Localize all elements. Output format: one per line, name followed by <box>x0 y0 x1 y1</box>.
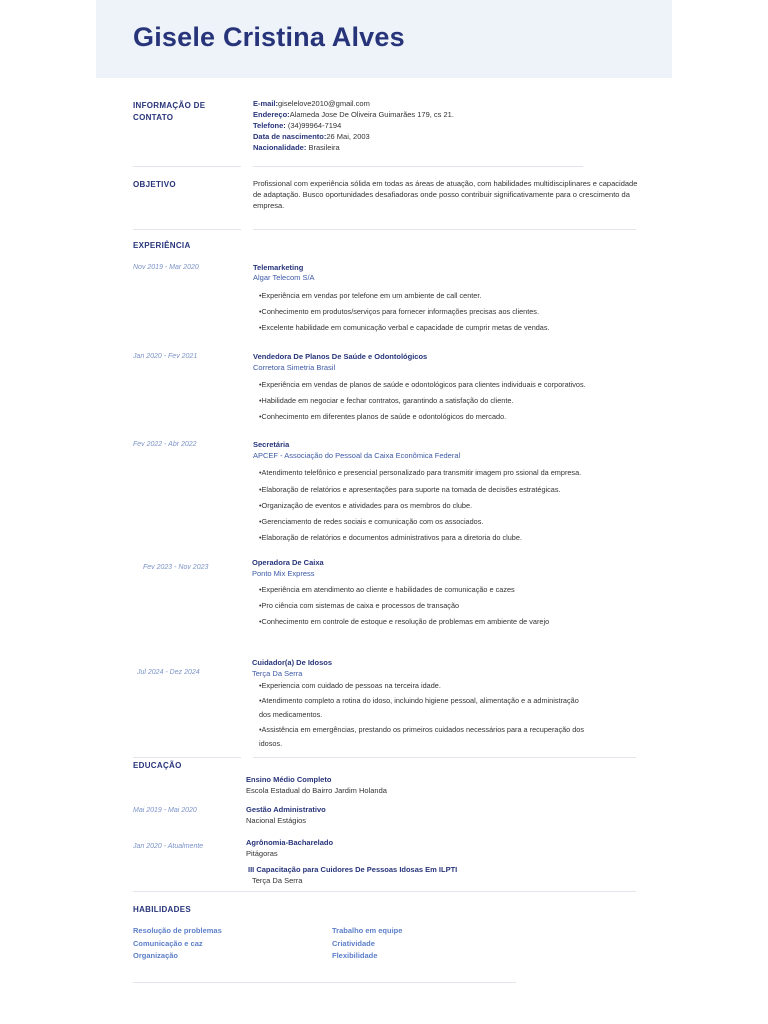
divider <box>133 166 241 167</box>
contact-birth-row <box>253 131 454 142</box>
job-company: Corretora Simetria Brasil <box>253 363 336 372</box>
job-company: APCEF - Associação do Pessoal da Caixa Econômica Federal <box>253 451 461 460</box>
job-bullet: •Conhecimento em diferentes planos de saúde e odontológicos do mercado. <box>259 412 507 421</box>
divider <box>133 982 516 983</box>
job-date: Fev 2022 - Abr 2022 <box>133 441 197 448</box>
education-title: Agrônomia-Bacharelado <box>246 838 334 847</box>
job-bullet: •Experiência em vendas por telefone em um ambiente de call center. <box>259 291 482 300</box>
candidate-name: Gisele Cristina Alves <box>133 22 405 52</box>
experience-section-title: EXPERIÊNCIA <box>133 241 191 250</box>
skills-right-column <box>332 925 402 963</box>
contact-details <box>253 98 454 153</box>
birth-label: Data de nascimento: <box>253 132 327 141</box>
job-bullet: •Conhecimento em produtos/serviços para fornecer informações precisas aos clientes. <box>259 307 539 316</box>
job-bullet: •Experiência em vendas de planos de saúde e odontológicos para clientes individuais e corporativos. <box>259 380 586 389</box>
nationality-value: Brasileira <box>308 143 340 152</box>
job-date: Jan 2020 - Fev 2021 <box>133 353 198 360</box>
education-institution: Nacional Estágios <box>246 816 307 825</box>
education-date: Mai 2019 - Mai 2020 <box>133 807 197 814</box>
divider <box>133 229 241 230</box>
job-bullet: •Atendimento completo a rotina do idoso, incluindo higiene pessoal, alimentação e a administração dos medicamentos. <box>259 696 579 719</box>
job-title: Cuidador(a) De Idosos <box>252 658 333 667</box>
skill-item: Resolução de problemas <box>133 926 222 935</box>
job-date: Jul 2024 - Dez 2024 <box>137 669 200 676</box>
education-title: III Capacitação para Cuidores De Pessoas Idosas Em ILPTI <box>248 865 458 874</box>
education-date: Jan 2020 - Atualmente <box>133 843 204 850</box>
job-bullet: •Atendimento telefônico e presencial personalizado para transmitir imagem pro ssional da empresa. <box>259 468 582 477</box>
job-bullet: •Assistência em emergências, prestando os primeiros cuidados necessários para a recuperação dos idosos. <box>259 725 585 748</box>
education-title: Ensino Médio Completo <box>246 775 332 784</box>
skill-item: Criatividade <box>332 938 375 948</box>
skills-left-column <box>133 925 222 963</box>
job-bullet: •Gerenciamento de redes sociais e comunicação com os associados. <box>259 517 484 526</box>
divider <box>253 229 636 230</box>
contact-section-title <box>133 100 205 124</box>
contact-nationality-row <box>253 142 454 153</box>
job-title: Telemarketing <box>253 263 304 272</box>
job-title: Secretária <box>253 440 290 449</box>
birth-value: 26 Mai, 2003 <box>326 132 370 141</box>
skill-item: Organização <box>133 951 179 960</box>
job-date: Fev 2023 - Nov 2023 <box>143 564 209 571</box>
divider <box>133 757 241 758</box>
job-bullet: •Experiência em atendimento ao cliente e habilidades de comunicação e cazes <box>259 585 515 594</box>
address-value: Alameda Jose De Oliveira Guimarães 179, cs 21. <box>289 110 454 119</box>
job-company: Ponto Mix Express <box>252 569 315 578</box>
job-bullet: •Elaboração de relatórios e documentos administrativos para a diretoria do clube. <box>259 533 522 542</box>
nationality-label: Nacionalidade: <box>253 143 307 152</box>
phone-value: (34)99964-7194 <box>287 121 342 130</box>
objective-text: Profissional com experiência sólida em todas as áreas de atuação, com habilidades multidisciplinares e capacidade de adaptação. Busco oportunidades desafiadoras onde posso contribuir significativamente para o crescimento da empresa. <box>253 179 638 210</box>
job-bullet: •Organização de eventos e atividades para os membros do clube. <box>259 501 473 510</box>
contact-title-line2: CONTATO <box>133 113 174 122</box>
job-bullet: •Conhecimento em controle de estoque e resolução de problemas em ambiente de varejo <box>259 617 550 626</box>
job-bullet: •Habilidade em negociar e fechar contratos, garantindo a satisfação do cliente. <box>259 396 514 405</box>
education-title: Gestão Administrativo <box>246 805 326 814</box>
job-bullet: •Pro ciência com sistemas de caixa e processos de transação <box>259 601 460 610</box>
contact-phone-row <box>253 120 454 131</box>
job-company: Algar Telecom S/A <box>253 273 315 282</box>
job-title: Vendedora De Planos De Saúde e Odontológicos <box>253 352 428 361</box>
divider <box>133 891 636 892</box>
email-label: E-mail: <box>253 99 279 108</box>
job-date: Nov 2019 - Mar 2020 <box>133 264 199 271</box>
phone-label: Telefone: <box>253 121 286 130</box>
address-label: Endereço: <box>253 110 290 119</box>
job-bullet: •Experiencia com cuidado de pessoas na terceira idade. <box>259 681 441 690</box>
skill-item: Trabalho em equipe <box>332 926 403 935</box>
skill-item: Flexibilidade <box>332 951 378 960</box>
divider <box>253 166 583 167</box>
skills-section-title: HABILIDADES <box>133 905 191 914</box>
education-institution: Escola Estadual do Bairro Jardim Holanda <box>246 786 387 795</box>
job-company: Terça Da Serra <box>252 669 303 678</box>
objective-section-title: OBJETIVO <box>133 180 176 189</box>
job-bullet: •Elaboração de relatórios e apresentações para suporte na tomada de decisões estratégicas. <box>259 485 561 494</box>
contact-address-row <box>253 109 454 120</box>
job-title: Operadora De Caixa <box>252 558 324 567</box>
contact-title-line1: INFORMAÇÃO DE <box>133 101 206 110</box>
skill-item: Comunicação e caz <box>133 938 203 948</box>
education-institution: Terça Da Serra <box>252 876 303 885</box>
education-section-title: EDUCAÇÃO <box>133 761 182 770</box>
contact-email-row <box>253 98 454 109</box>
divider <box>253 757 636 758</box>
email-value: giselelove2010@gmail.com <box>278 99 370 108</box>
education-institution: Pitágoras <box>246 849 278 858</box>
job-bullet: •Excelente habilidade em comunicação verbal e capacidade de cumprir metas de vendas. <box>259 323 550 332</box>
